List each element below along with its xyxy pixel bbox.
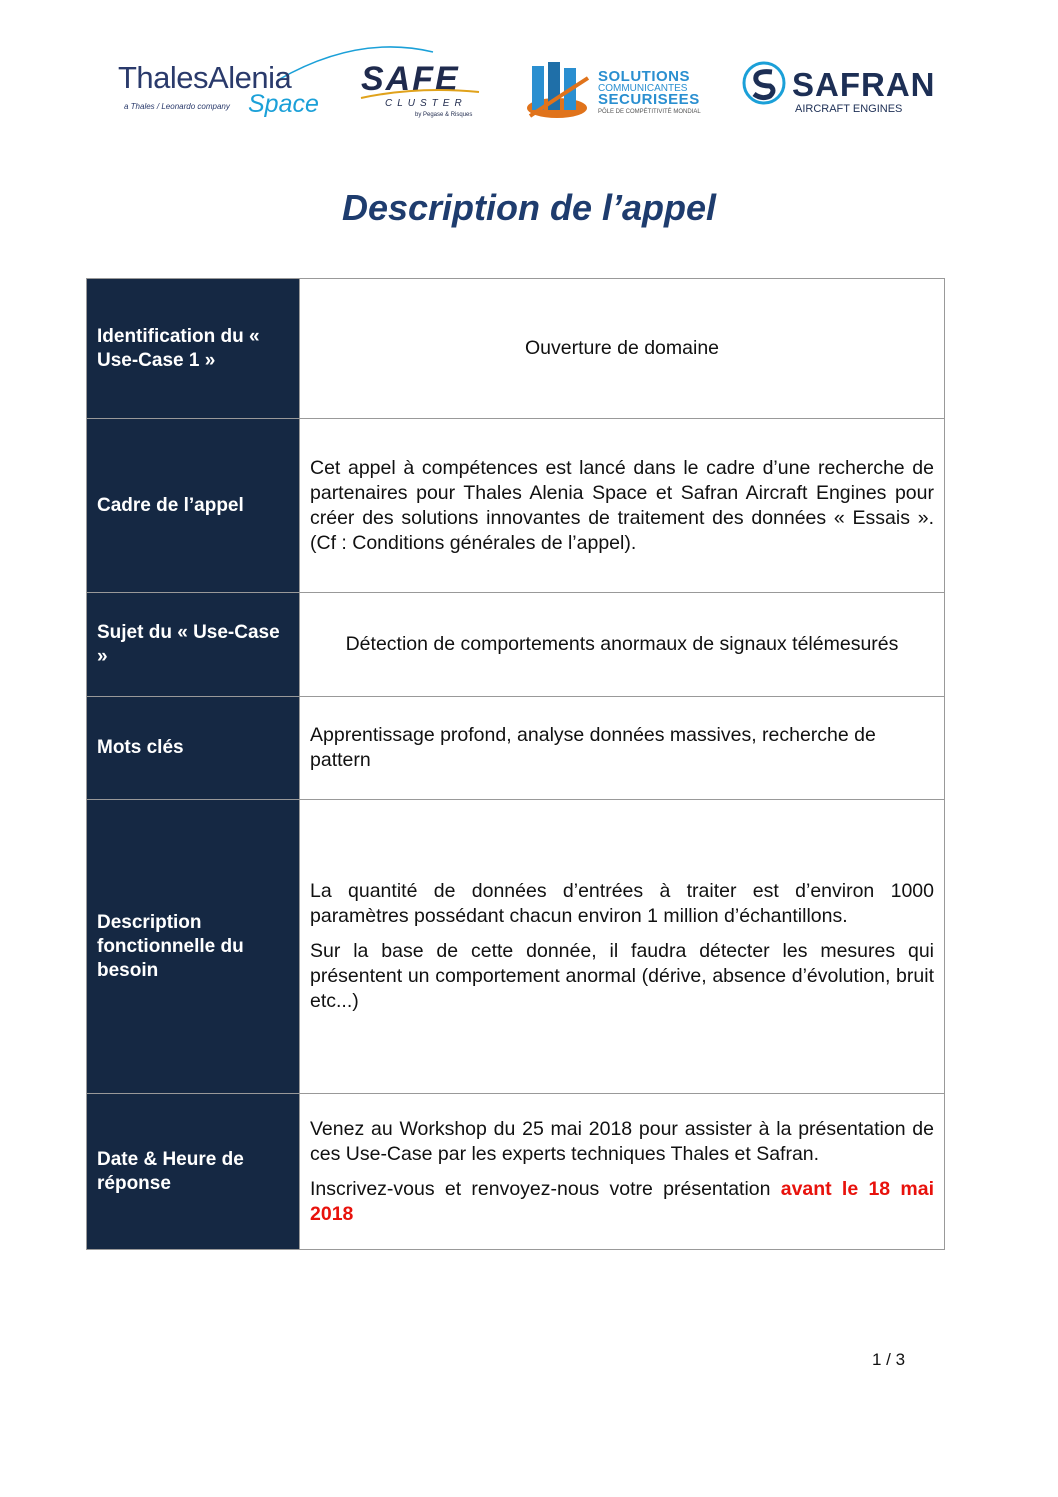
solutions-communicantes-logo [522,58,722,128]
row-content [300,279,944,418]
page-number: 1 / 3 [872,1350,906,1369]
safe-cluster-logo [357,60,487,130]
solutions-line-3: SECURISEES [598,91,700,108]
response-text: Inscrivez-vous et renvoyez-nous votre présentation [310,1177,781,1200]
thales-alenia-space-logo [118,52,323,124]
table-row [87,279,944,418]
description-table [86,278,945,1250]
table-row [87,799,944,1093]
thales-logo-subtitle: a Thales / Leonardo company [124,102,230,111]
table-row [87,418,944,592]
row-content [300,800,944,1093]
row-paragraph: Apprentissage profond, analyse données massives, recherche de pattern [310,724,876,771]
safe-logo-name: SAFE [361,60,460,98]
thales-logo-space: Space [248,90,319,118]
page-title: Description de l’appel [341,187,717,228]
row-paragraph [310,1177,934,1227]
row-paragraph: La quantité de données d’entrées à traiter est d’environ 1000 paramètres possédant chacun environ 1 million d’échantillons. [310,880,934,927]
row-content [300,419,944,592]
safran-emblem-icon [742,60,786,106]
row-label: Cadre de l’appel [87,419,300,592]
table-row [87,592,944,696]
row-paragraph: Ouverture de domaine [524,337,720,359]
row-label: Identification du « Use-Case 1 » [87,279,300,418]
row-content [300,1094,944,1249]
solutions-line-2: COMMUNICANTES [598,83,688,94]
row-paragraph: Détection de comportements anormaux de signaux télémesurés [345,633,899,655]
row-content [300,697,944,799]
safe-logo-by: by Pegase & Risques [415,112,473,118]
solutions-line-4: PÔLE DE COMPÉTITIVITÉ MONDIAL [598,109,701,115]
safran-logo-subtitle: AIRCRAFT ENGINES [795,103,903,115]
safe-logo-cluster: CLUSTER [385,98,467,109]
thales-logo-name: ThalesAlenia [118,60,292,95]
row-content [300,593,944,696]
deadline-highlight: avant le 18 mai 2018 [310,1177,934,1225]
row-label: Mots clés [87,697,300,799]
row-paragraph: Venez au Workshop du 25 mai 2018 pour assister à la présentation de ces Use-Case par les experts techniques Thales et Safran. [310,1117,934,1165]
row-paragraph: Sur la base de cette donnée, il faudra détecter les mesures qui présentent un comportement anormal (dérive, absence d’évolution, bruit etc...) [310,940,934,1012]
logo-bar [0,52,1058,132]
safran-logo-name: SAFRAN [792,66,936,103]
row-label: Description fonctionnelle du besoin [87,800,300,1093]
table-row [87,696,944,799]
row-label: Sujet du « Use-Case » [87,593,300,696]
solutions-emblem-icon [522,58,592,124]
solutions-line-1: SOLUTIONS [598,68,691,85]
row-label: Date & Heure de réponse [87,1094,300,1249]
safran-logo [742,60,962,122]
row-paragraph: Cet appel à compétences est lancé dans le cadre d’une recherche de partenaires pour Thales Alenia Space et Safran Aircraft Engines pour créer des solutions innovantes de traitement des données « Essais ». (Cf : Conditions générales de l’appel). [310,456,934,554]
table-row [87,1093,944,1249]
